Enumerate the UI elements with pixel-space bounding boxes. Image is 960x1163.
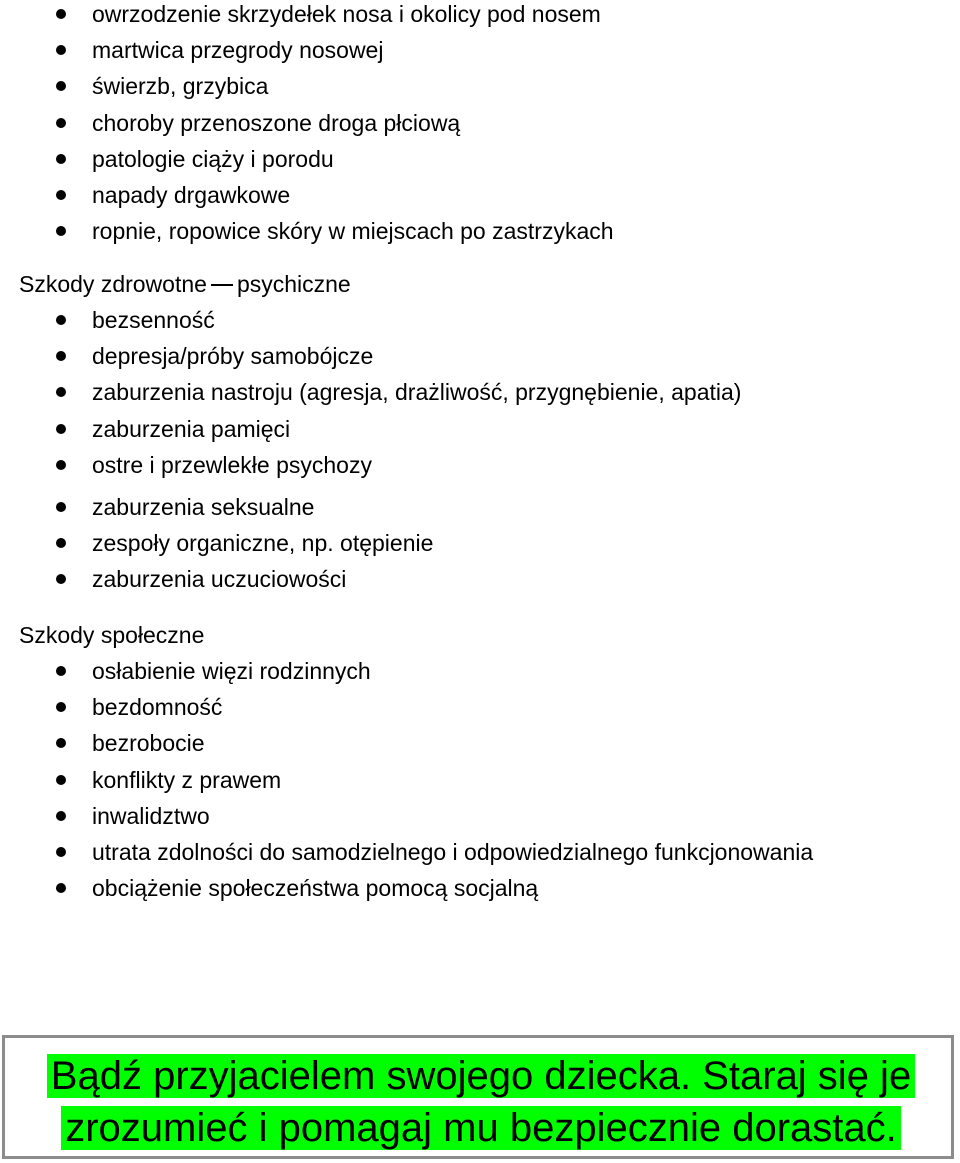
bullet-icon [56, 154, 66, 164]
section-heading-social: Szkody społeczne [19, 622, 205, 648]
list-item: obciążenie społeczeństwa pomocą socjalną [0, 874, 960, 910]
bullet-icon [56, 226, 66, 236]
list-item: napady drgawkowe [0, 181, 960, 217]
list-item: choroby przenoszone droga płciową [0, 109, 960, 145]
list-item: ostre i przewlekłe psychozy [0, 451, 960, 487]
bullet-icon [56, 9, 66, 19]
list-item: depresja/próby samobójcze [0, 342, 960, 378]
psychological-damage-list [0, 306, 960, 601]
bullet-icon [56, 387, 66, 397]
list-item: bezrobocie [0, 729, 960, 765]
list-item: martwica przegrody nosowej [0, 36, 960, 72]
bullet-icon [56, 424, 66, 434]
bullet-icon [56, 666, 66, 676]
bullet-icon [56, 538, 66, 548]
bullet-icon [56, 315, 66, 325]
list-item: osłabienie więzi rodzinnych [0, 657, 960, 693]
list-item: owrzodzenie skrzydełek nosa i okolicy pod nosem [0, 0, 960, 36]
bullet-icon [56, 738, 66, 748]
slogan-line-1: Bądź przyjacielem swojego dziecka. Staraj się je [5, 1050, 957, 1102]
list-item: inwalidztwo [0, 802, 960, 838]
bullet-icon [56, 351, 66, 361]
list-item: ropnie, ropowice skóry w miejscach po zastrzykach [0, 217, 960, 253]
list-item: zaburzenia uczuciowości [0, 565, 960, 601]
bullet-icon [56, 775, 66, 785]
slogan-box [2, 1035, 954, 1159]
list-item: świerzb, grzybica [0, 72, 960, 108]
bullet-icon [56, 847, 66, 857]
bullet-icon [56, 574, 66, 584]
list-item: bezsenność [0, 306, 960, 342]
section-heading-psychological: Szkody zdrowotne psychiczne [19, 271, 351, 297]
list-item: konflikty z prawem [0, 766, 960, 802]
bullet-icon [56, 502, 66, 512]
bullet-icon [56, 702, 66, 712]
bullet-icon [56, 45, 66, 55]
list-item: patologie ciąży i porodu [0, 145, 960, 181]
bullet-icon [56, 118, 66, 128]
bullet-icon [56, 460, 66, 470]
list-item: zespoły organiczne, np. otępienie [0, 529, 960, 565]
bullet-icon [56, 883, 66, 893]
bullet-icon [56, 190, 66, 200]
bullet-icon [56, 811, 66, 821]
list-item: utrata zdolności do samodzielnego i odpowiedzialnego funkcjonowania [0, 838, 960, 874]
list-item: zaburzenia seksualne [0, 493, 960, 529]
list-item: zaburzenia pamięci [0, 415, 960, 451]
slogan-line-2: zrozumieć i pomagaj mu bezpiecznie dorastać. [5, 1102, 957, 1154]
bullet-icon [56, 81, 66, 91]
dash-separator [211, 284, 233, 286]
list-item: bezdomność [0, 693, 960, 729]
list-item: zaburzenia nastroju (agresja, drażliwość, przygnębienie, apatia) [0, 378, 960, 414]
health-damage-list [0, 0, 960, 253]
social-damage-list [0, 657, 960, 910]
